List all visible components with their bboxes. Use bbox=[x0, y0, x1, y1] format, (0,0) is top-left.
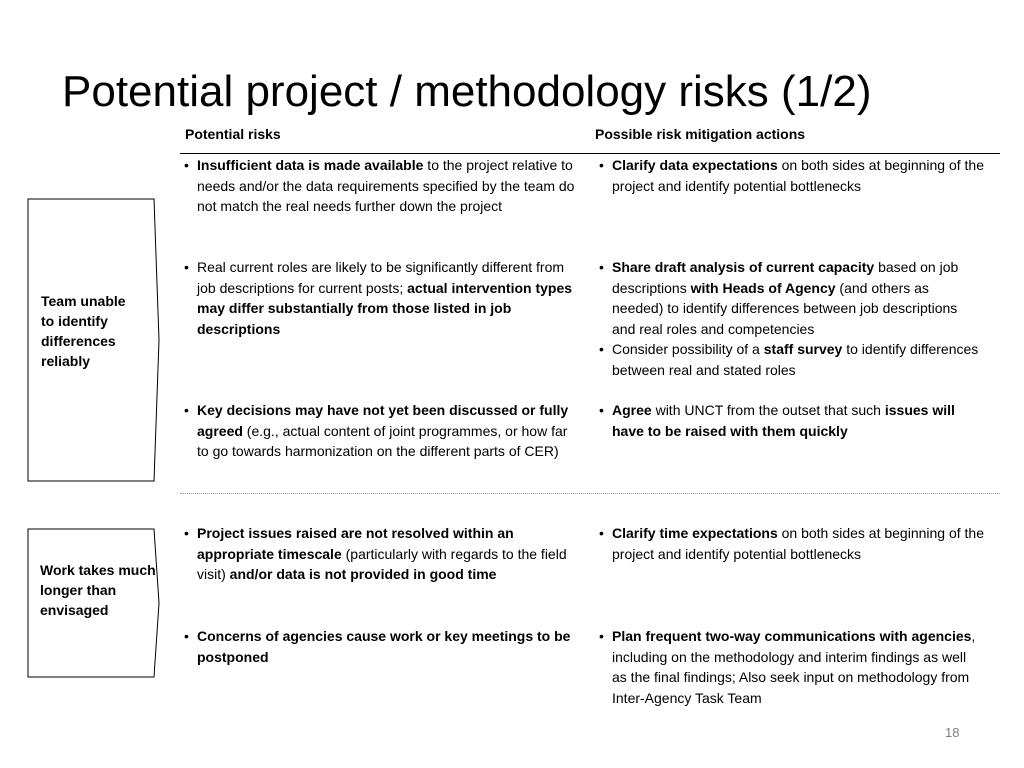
chevron-group-team-unable bbox=[27, 198, 161, 482]
risk-item bbox=[184, 257, 579, 339]
bullet: • bbox=[599, 341, 604, 357]
risk-text: to the project relative to needs and/or the data requirements specified by the team do not match the real needs further down the project bbox=[197, 157, 575, 214]
mitigation-text: Consider possibility of a bbox=[612, 341, 764, 357]
mitigation-text-bold: Plan frequent two-way communications with agencies bbox=[612, 628, 972, 644]
risk-text-bold: Insufficient data is made available bbox=[197, 157, 424, 173]
chevron-group-work-takes-longer bbox=[27, 528, 161, 678]
risk-text-bold: Concerns of agencies cause work or key meetings to be postponed bbox=[197, 628, 571, 665]
page-number: 18 bbox=[945, 725, 960, 740]
mitigation-text: based on job descriptions bbox=[612, 259, 959, 296]
risk-text-bold: and/or data is not provided in good time bbox=[229, 566, 497, 582]
slide-title: Potential project / methodology risks (1/2) bbox=[62, 67, 872, 116]
mitigation-item bbox=[599, 626, 984, 708]
mitigation-text-bold: Clarify data expectations bbox=[612, 157, 778, 173]
risk-item bbox=[184, 626, 579, 667]
bullet: • bbox=[599, 402, 604, 418]
risk-item bbox=[184, 400, 579, 462]
mitigation-text: (and others as needed) to identify differences between job descriptions and real roles and competencies bbox=[612, 279, 958, 337]
risk-item bbox=[184, 155, 579, 217]
risk-text-bold: Key decisions may have not yet been discussed or fully agreed bbox=[197, 402, 569, 439]
header-divider bbox=[180, 153, 1000, 154]
bullet: • bbox=[599, 525, 604, 541]
mitigation-text: , including on the methodology and interim findings as well as the final findings; Also seek input on methodology from Inter-Agency Task Team bbox=[612, 628, 976, 706]
risk-item bbox=[184, 523, 579, 585]
risk-text-bold: actual intervention types may differ substantially from those listed in job descriptions bbox=[197, 279, 573, 337]
column-header-risks: Potential risks bbox=[185, 126, 281, 142]
mitigation-text-bold: Share draft analysis of current capacity bbox=[612, 259, 875, 275]
chevron-label: Work takes much longer than envisaged bbox=[40, 562, 156, 618]
mitigation-text: on both sides at beginning of the project and identify potential bottlenecks bbox=[612, 525, 985, 562]
bullet: • bbox=[184, 525, 189, 541]
mitigation-item bbox=[599, 339, 984, 380]
bullet: • bbox=[184, 402, 189, 418]
mitigation-text-bold: with Heads of Agency bbox=[690, 279, 836, 296]
bullet: • bbox=[599, 157, 604, 173]
bullet: • bbox=[599, 628, 604, 644]
column-header-mitigation: Possible risk mitigation actions bbox=[595, 126, 806, 142]
bullet: • bbox=[184, 157, 189, 173]
mitigation-text: with UNCT from the outset that such bbox=[651, 402, 885, 418]
bullet: • bbox=[599, 259, 604, 275]
risk-text: (e.g., actual content of joint programmes, or how far to go towards harmonization on the different parts of CER) bbox=[197, 422, 568, 459]
bullet: • bbox=[184, 628, 189, 644]
mitigation-text-bold: staff survey bbox=[763, 341, 843, 357]
group-divider bbox=[180, 493, 1000, 494]
mitigation-item bbox=[599, 523, 984, 564]
bullet: • bbox=[184, 259, 189, 275]
risk-text: (particularly with regards to the field visit) bbox=[197, 545, 567, 582]
mitigation-item bbox=[599, 257, 984, 339]
chevron-label: Team unable to identify differences reliably bbox=[41, 293, 126, 369]
mitigation-text-bold: issues will have to be raised with them quickly bbox=[612, 402, 955, 439]
risk-text-bold: Project issues raised are not resolved within an appropriate timescale bbox=[197, 525, 514, 562]
mitigation-text: on both sides at beginning of the project and identify potential bottlenecks bbox=[612, 157, 985, 194]
mitigation-item bbox=[599, 155, 984, 196]
mitigation-text-bold: Clarify time expectations bbox=[612, 525, 778, 541]
mitigation-text: to identify differences between real and stated roles bbox=[612, 341, 979, 378]
mitigation-item bbox=[599, 400, 984, 441]
risk-text: Real current roles are likely to be significantly different from job descriptions for current posts; bbox=[197, 259, 565, 296]
mitigation-text-bold: Agree bbox=[612, 402, 652, 418]
